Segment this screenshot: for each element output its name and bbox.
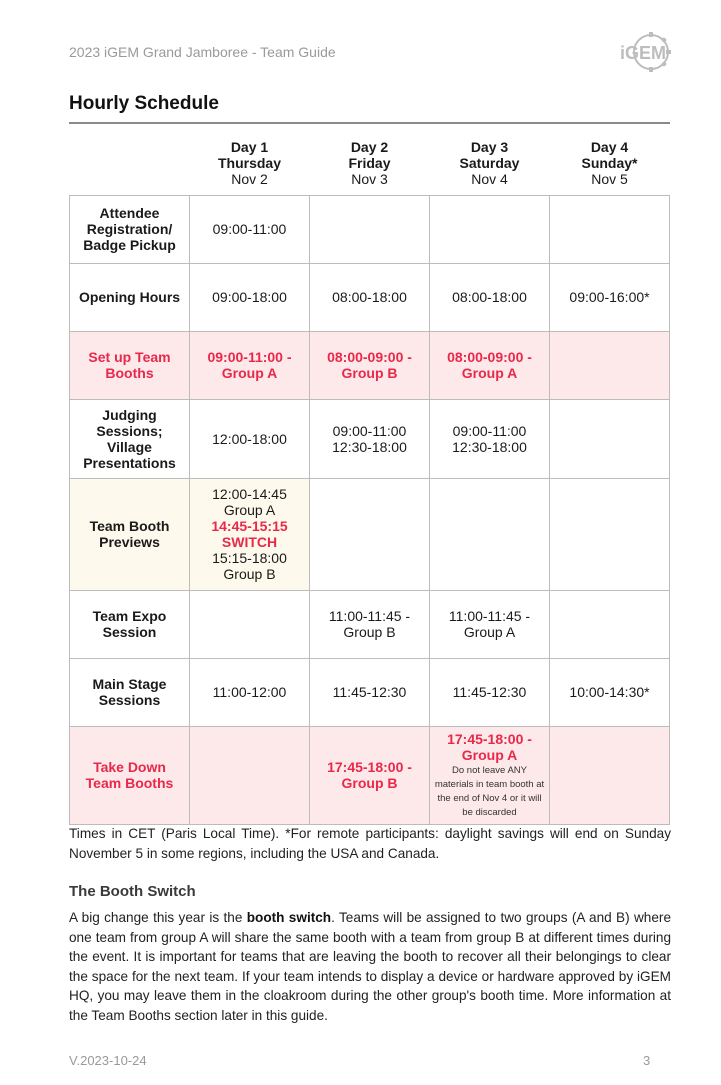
cell-opening-day2: 08:00-18:00 bbox=[310, 263, 430, 331]
row-label-takedown: Take Down Team Booths bbox=[70, 726, 190, 824]
cell-previews-day1: 12:00-14:45 Group A 14:45-15:15 SWITCH 15:15-18:00 Group B bbox=[190, 478, 310, 590]
table-row bbox=[70, 399, 670, 478]
table-row bbox=[70, 590, 670, 658]
table-row bbox=[70, 726, 670, 824]
cell-mainstage-day2: 11:45-12:30 bbox=[310, 658, 430, 726]
title-divider bbox=[69, 122, 670, 124]
table-row bbox=[70, 195, 670, 263]
header-day-2: Day 2 Friday Nov 3 bbox=[348, 139, 391, 187]
cell-takedown-day1 bbox=[190, 726, 310, 824]
table-row bbox=[70, 478, 670, 590]
cell-takedown-day4 bbox=[550, 726, 670, 824]
cell-previews-day3 bbox=[430, 478, 550, 590]
cell-registration-day3 bbox=[430, 195, 550, 263]
igem-logo bbox=[614, 30, 676, 74]
cell-expo-day3: 11:00-11:45 - Group A bbox=[430, 590, 550, 658]
cell-mainstage-day3: 11:45-12:30 bbox=[430, 658, 550, 726]
cell-expo-day4 bbox=[550, 590, 670, 658]
cell-registration-day1: 09:00-11:00 bbox=[190, 195, 310, 263]
footer-page-number: 3 bbox=[643, 1053, 651, 1068]
cell-takedown-day3: 17:45-18:00 - Group A Do not leave ANY materials in team booth at the end of Nov 4 or it will be discarded bbox=[430, 726, 550, 824]
section-title: Hourly Schedule bbox=[69, 93, 219, 114]
row-label-judging: Judging Sessions; Village Presentations bbox=[70, 399, 190, 478]
header-day-3: Day 3 Saturday Nov 4 bbox=[459, 139, 520, 187]
cell-previews-day4 bbox=[550, 478, 670, 590]
cell-expo-day2: 11:00-11:45 - Group B bbox=[310, 590, 430, 658]
cell-judging-day3: 09:00-11:00 12:30-18:00 bbox=[430, 399, 550, 478]
cell-judging-day2: 09:00-11:00 12:30-18:00 bbox=[310, 399, 430, 478]
cell-takedown-day2: 17:45-18:00 - Group B bbox=[310, 726, 430, 824]
booth-switch-title: The Booth Switch bbox=[69, 883, 196, 900]
booth-switch-emphasis: booth switch bbox=[246, 910, 332, 925]
cell-judging-day4 bbox=[550, 399, 670, 478]
cell-mainstage-day4: 10:00-14:30* bbox=[550, 658, 670, 726]
hourly-schedule-table bbox=[69, 133, 670, 825]
cell-setup-day3: 08:00-09:00 - Group A bbox=[430, 331, 550, 399]
row-label-main-stage: Main Stage Sessions bbox=[70, 658, 190, 726]
svg-text:iGEM: iGEM bbox=[620, 43, 667, 63]
footer-version: V.2023-10-24 bbox=[69, 1053, 147, 1068]
cell-opening-day1: 09:00-18:00 bbox=[190, 263, 310, 331]
table-row bbox=[70, 331, 670, 399]
header-day-1: Day 1 Thursday Nov 2 bbox=[217, 139, 281, 187]
cell-opening-day4: 09:00-16:00* bbox=[550, 263, 670, 331]
cell-setup-day1: 09:00-11:00 - Group A bbox=[190, 331, 310, 399]
table-row bbox=[70, 658, 670, 726]
cell-opening-day3: 08:00-18:00 bbox=[430, 263, 550, 331]
header-empty-cell bbox=[70, 133, 190, 195]
cell-previews-day2 bbox=[310, 478, 430, 590]
booth-switch-paragraph: A big change this year is the booth switch. Teams will be assigned to two groups (A and B) where one team from group A will share the same booth with a team from group B at different times during the event. It is important for teams that are leaving the booth to recover all their belongings to clear the space for the next team. If your team intends to display a device or hardware approved by iGEM HQ, you may leave them in the cloakroom during the other group's booth time. More information at the Team Booths section later in this guide. bbox=[69, 910, 671, 1023]
cell-setup-day2: 08:00-09:00 - Group B bbox=[310, 331, 430, 399]
row-label-setup: Set up Team Booths bbox=[70, 331, 190, 399]
cell-mainstage-day1: 11:00-12:00 bbox=[190, 658, 310, 726]
row-label-registration: Attendee Registration/ Badge Pickup bbox=[70, 195, 190, 263]
row-label-opening-hours: Opening Hours bbox=[70, 263, 190, 331]
table-header-row bbox=[70, 133, 670, 195]
cell-setup-day4 bbox=[550, 331, 670, 399]
header-day-4: Day 4 Sunday* Nov 5 bbox=[581, 139, 638, 187]
page-header: 2023 iGEM Grand Jamboree - Team Guide bbox=[69, 44, 336, 60]
cell-registration-day2 bbox=[310, 195, 430, 263]
cell-registration-day4 bbox=[550, 195, 670, 263]
timezone-note: Times in CET (Paris Local Time). *For remote participants: daylight savings will end on Sunday November 5 in some regions, including the USA and Canada. bbox=[69, 826, 671, 861]
row-label-previews: Team Booth Previews bbox=[70, 478, 190, 590]
takedown-warning-note: Do not leave ANY materials in team booth at the end of Nov 4 or it will be discarded bbox=[434, 764, 545, 818]
table-row bbox=[70, 263, 670, 331]
cell-judging-day1: 12:00-18:00 bbox=[190, 399, 310, 478]
cell-expo-day1 bbox=[190, 590, 310, 658]
row-label-expo: Team Expo Session bbox=[70, 590, 190, 658]
